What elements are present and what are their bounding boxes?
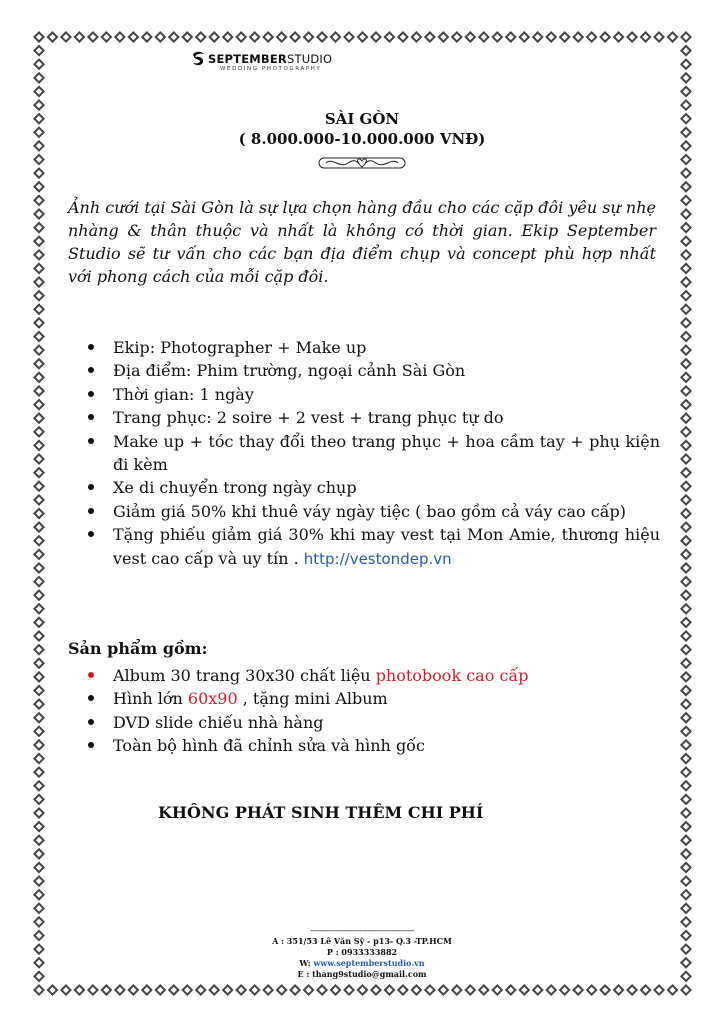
border-diamond (34, 454, 43, 463)
border-diamond (156, 32, 165, 41)
border-diamond (304, 985, 313, 994)
list-item: Thời gian: 1 ngày (80, 383, 660, 406)
logo-tagline: WEDDING PHOTOGRAPHY (220, 66, 322, 72)
studio-logo (190, 50, 340, 76)
border-diamond (574, 32, 583, 41)
border-diamond (681, 414, 690, 423)
border-diamond (34, 277, 43, 286)
border-diamond (34, 223, 43, 232)
border-diamond (681, 849, 690, 858)
border-diamond (681, 454, 690, 463)
border-diamond (681, 795, 690, 804)
border-diamond (183, 985, 192, 994)
border-diamond (681, 495, 690, 504)
border-diamond (412, 32, 421, 41)
border-diamond (681, 686, 690, 695)
border-diamond (277, 985, 286, 994)
border-diamond (34, 509, 43, 518)
border-diamond (34, 523, 43, 532)
border-diamond (88, 985, 97, 994)
price-range: ( 8.000.000-10.000.000 VNĐ) (238, 130, 486, 148)
border-diamond (102, 32, 111, 41)
border-diamond (398, 32, 407, 41)
border-diamond (681, 346, 690, 355)
border-diamond (34, 808, 43, 817)
border-diamond (681, 509, 690, 518)
border-diamond (681, 808, 690, 817)
border-diamond (627, 985, 636, 994)
border-diamond (34, 672, 43, 681)
border-diamond (587, 32, 596, 41)
list-item: DVD slide chiếu nhà hàng (80, 711, 660, 734)
border-diamond (34, 536, 43, 545)
border-diamond (681, 237, 690, 246)
border-diamond (681, 822, 690, 831)
border-diamond (34, 863, 43, 872)
border-diamond (425, 32, 434, 41)
border-diamond (533, 32, 542, 41)
border-diamond (681, 60, 690, 69)
border-diamond (560, 985, 569, 994)
border-diamond (317, 32, 326, 41)
border-diamond (452, 32, 461, 41)
border-diamond (681, 890, 690, 899)
border-diamond (681, 209, 690, 218)
border-diamond (34, 618, 43, 627)
border-diamond (34, 563, 43, 572)
border-diamond (681, 318, 690, 327)
border-diamond (681, 277, 690, 286)
border-diamond (34, 604, 43, 613)
border-diamond (183, 32, 192, 41)
border-diamond (277, 32, 286, 41)
border-diamond (493, 985, 502, 994)
border-diamond (223, 32, 232, 41)
border-diamond (291, 32, 300, 41)
border-diamond (34, 740, 43, 749)
closing-statement: KHÔNG PHÁT SINH THÊM CHI PHÍ (158, 803, 484, 822)
border-diamond (34, 890, 43, 899)
border-diamond (34, 400, 43, 409)
border-diamond (681, 332, 690, 341)
border-diamond (34, 318, 43, 327)
border-diamond (681, 740, 690, 749)
border-diamond (466, 985, 475, 994)
border-diamond (129, 32, 138, 41)
border-diamond (681, 386, 690, 395)
list-item: Ekip: Photographer + Make up (80, 336, 660, 359)
border-diamond (264, 985, 273, 994)
list-item: Địa điểm: Phim trường, ngoại cảnh Sài Gòn (80, 359, 660, 382)
border-diamond (34, 87, 43, 96)
border-diamond (439, 32, 448, 41)
border-diamond (385, 32, 394, 41)
border-diamond (34, 182, 43, 191)
border-diamond (668, 985, 677, 994)
border-diamond (34, 849, 43, 858)
border-diamond (681, 87, 690, 96)
border-diamond (34, 468, 43, 477)
border-diamond (681, 523, 690, 532)
border-diamond (681, 985, 690, 994)
border-diamond (371, 32, 380, 41)
highlight-text: photobook cao cấp (375, 666, 529, 685)
border-diamond (681, 631, 690, 640)
border-diamond (681, 659, 690, 668)
border-diamond (48, 985, 57, 994)
border-diamond (681, 305, 690, 314)
border-diamond (681, 196, 690, 205)
border-diamond (654, 985, 663, 994)
border-diamond (75, 985, 84, 994)
border-diamond (291, 985, 300, 994)
border-diamond (371, 985, 380, 994)
border-diamond (479, 32, 488, 41)
border-diamond (425, 985, 434, 994)
border-diamond (34, 250, 43, 259)
page-title: SÀI GÒN (324, 110, 400, 128)
border-diamond (681, 536, 690, 545)
logo-mark-icon (190, 50, 208, 68)
border-diamond (668, 32, 677, 41)
border-diamond (223, 985, 232, 994)
border-diamond (48, 32, 57, 41)
ornament-divider-icon (318, 154, 406, 172)
border-diamond (34, 577, 43, 586)
list-item: Hình lớn 60x90 , tặng mini Album (80, 687, 660, 710)
border-diamond (34, 46, 43, 55)
border-diamond (34, 659, 43, 668)
border-diamond (601, 985, 610, 994)
border-diamond (34, 196, 43, 205)
border-diamond (681, 781, 690, 790)
border-diamond (614, 985, 623, 994)
border-diamond (681, 836, 690, 845)
border-diamond (681, 591, 690, 600)
logo-wordmark: SEPTEMBERSTUDIO (208, 52, 333, 66)
border-diamond (681, 727, 690, 736)
border-diamond (574, 985, 583, 994)
border-diamond (34, 346, 43, 355)
border-diamond (34, 100, 43, 109)
border-diamond (317, 985, 326, 994)
border-diamond (681, 400, 690, 409)
border-diamond (681, 46, 690, 55)
border-diamond (34, 291, 43, 300)
border-diamond (210, 32, 219, 41)
border-diamond (681, 250, 690, 259)
border-diamond (681, 604, 690, 613)
border-diamond (34, 169, 43, 178)
border-diamond (34, 73, 43, 82)
border-diamond (34, 482, 43, 491)
border-diamond (331, 32, 340, 41)
border-diamond (681, 441, 690, 450)
border-diamond (75, 32, 84, 41)
border-diamond (601, 32, 610, 41)
border-diamond (61, 32, 70, 41)
border-diamond (681, 427, 690, 436)
border-diamond (344, 985, 353, 994)
border-diamond (34, 768, 43, 777)
website-link[interactable]: www.septemberstudio.vn (313, 958, 425, 968)
border-diamond (385, 985, 394, 994)
border-diamond (34, 686, 43, 695)
border-diamond (250, 985, 259, 994)
border-diamond (34, 332, 43, 341)
border-diamond (304, 32, 313, 41)
border-diamond (34, 60, 43, 69)
border-diamond (34, 795, 43, 804)
border-diamond (34, 441, 43, 450)
vestondep-link[interactable]: http://vestondep.vn (303, 549, 452, 568)
border-diamond (129, 985, 138, 994)
border-diamond (34, 985, 43, 994)
border-diamond (34, 822, 43, 831)
border-diamond (34, 550, 43, 559)
list-item: Album 30 trang 30x30 chất liệu photobook cao cấp (80, 664, 660, 687)
border-diamond (34, 359, 43, 368)
border-diamond (34, 754, 43, 763)
border-diamond (34, 373, 43, 382)
border-diamond (627, 32, 636, 41)
voucher-text: Tặng phiếu giảm giá 30% khi may vest tại Mon Amie, thương hiệu vest cao cấp và uy tín . (113, 525, 660, 568)
border-diamond (34, 209, 43, 218)
border-diamond (34, 264, 43, 273)
border-diamond (466, 32, 475, 41)
border-diamond (439, 985, 448, 994)
border-diamond (681, 223, 690, 232)
border-diamond (641, 985, 650, 994)
border-diamond (34, 495, 43, 504)
border-diamond (34, 237, 43, 246)
border-diamond (681, 291, 690, 300)
footer-email[interactable]: E : thang9studio@gmail.com (297, 969, 427, 979)
border-diamond (196, 985, 205, 994)
border-diamond (681, 373, 690, 382)
border-diamond (681, 155, 690, 164)
footer-divider: ----------------------------------------------- (310, 926, 414, 935)
border-diamond (681, 482, 690, 491)
border-diamond (169, 32, 178, 41)
border-diamond (681, 713, 690, 722)
border-diamond (34, 727, 43, 736)
border-diamond (681, 876, 690, 885)
list-item (80, 523, 660, 571)
border-diamond (681, 563, 690, 572)
border-diamond (250, 32, 259, 41)
border-diamond (681, 468, 690, 477)
border-diamond (681, 863, 690, 872)
border-diamond (34, 591, 43, 600)
border-diamond (479, 985, 488, 994)
border-diamond (641, 32, 650, 41)
border-diamond (34, 414, 43, 423)
border-diamond (34, 645, 43, 654)
border-diamond (681, 672, 690, 681)
border-diamond (506, 985, 515, 994)
border-diamond (196, 32, 205, 41)
border-diamond (34, 427, 43, 436)
border-diamond (681, 754, 690, 763)
border-diamond (34, 836, 43, 845)
border-diamond (681, 700, 690, 709)
footer-address: A : 351/53 Lê Văn Sỹ - p13- Q.3 -TP.HCM (272, 936, 452, 946)
border-diamond (681, 577, 690, 586)
list-item: Toàn bộ hình đã chỉnh sửa và hình gốc (80, 734, 660, 757)
border-diamond (34, 713, 43, 722)
border-diamond (237, 985, 246, 994)
border-diamond (681, 618, 690, 627)
list-item: Xe di chuyển trong ngày chụp (80, 476, 660, 499)
border-diamond (331, 985, 340, 994)
border-diamond (358, 32, 367, 41)
border-diamond (115, 985, 124, 994)
list-item: Make up + tóc thay đổi theo trang phục + hoa cầm tay + phụ kiện đi kèm (80, 430, 660, 477)
border-diamond (520, 985, 529, 994)
border-diamond (614, 32, 623, 41)
border-diamond (210, 985, 219, 994)
list-item: Trang phục: 2 soire + 2 vest + trang phục tự do (80, 406, 660, 429)
border-diamond (681, 73, 690, 82)
border-diamond (264, 32, 273, 41)
border-diamond (681, 182, 690, 191)
border-diamond (654, 32, 663, 41)
border-diamond (587, 985, 596, 994)
products-heading: Sản phẩm gồm: (68, 639, 208, 658)
border-diamond (681, 904, 690, 913)
border-diamond (61, 985, 70, 994)
footer-website: W: www.septemberstudio.vn (299, 958, 425, 968)
border-diamond (142, 32, 151, 41)
border-diamond (452, 985, 461, 994)
border-diamond (547, 985, 556, 994)
border-diamond (34, 386, 43, 395)
border-diamond (506, 32, 515, 41)
border-diamond (34, 781, 43, 790)
border-diamond (156, 985, 165, 994)
border-diamond (681, 264, 690, 273)
border-diamond (344, 32, 353, 41)
border-diamond (520, 32, 529, 41)
border-diamond (34, 700, 43, 709)
footer-phone: P : 0933333882 (326, 947, 398, 957)
border-diamond (358, 985, 367, 994)
list-item: Giảm giá 50% khi thuê váy ngày tiệc ( bao gồm cả váy cao cấp) (80, 500, 660, 523)
border-diamond (493, 32, 502, 41)
border-diamond (681, 359, 690, 368)
border-diamond (398, 985, 407, 994)
border-diamond (88, 32, 97, 41)
border-diamond (681, 768, 690, 777)
border-diamond (142, 985, 151, 994)
border-diamond (34, 155, 43, 164)
border-diamond (560, 32, 569, 41)
border-diamond (681, 550, 690, 559)
border-diamond (412, 985, 421, 994)
border-diamond (34, 631, 43, 640)
border-diamond (34, 904, 43, 913)
border-diamond (34, 876, 43, 885)
border-diamond (169, 985, 178, 994)
intro-paragraph: Ảnh cưới tại Sài Gòn là sự lựa chọn hàng đầu cho các cặp đôi yêu sự nhẹ nhàng & thân thuộc và nhất là không có thời gian. Ekip September Studio sẽ tư vấn cho các bạn địa điểm chụp và concept phù hợp nhất với phong cách của mỗi cặp đôi. (68, 198, 656, 286)
border-diamond (102, 985, 111, 994)
border-diamond (34, 305, 43, 314)
border-diamond (681, 32, 690, 41)
package-details-list (80, 336, 660, 571)
products-list (80, 664, 660, 758)
border-diamond (547, 32, 556, 41)
border-diamond (237, 32, 246, 41)
border-diamond (34, 32, 43, 41)
border-diamond (115, 32, 124, 41)
border-diamond (681, 100, 690, 109)
border-diamond (681, 169, 690, 178)
border-diamond (533, 985, 542, 994)
highlight-text: 60x90 (187, 689, 238, 709)
border-diamond (681, 645, 690, 654)
